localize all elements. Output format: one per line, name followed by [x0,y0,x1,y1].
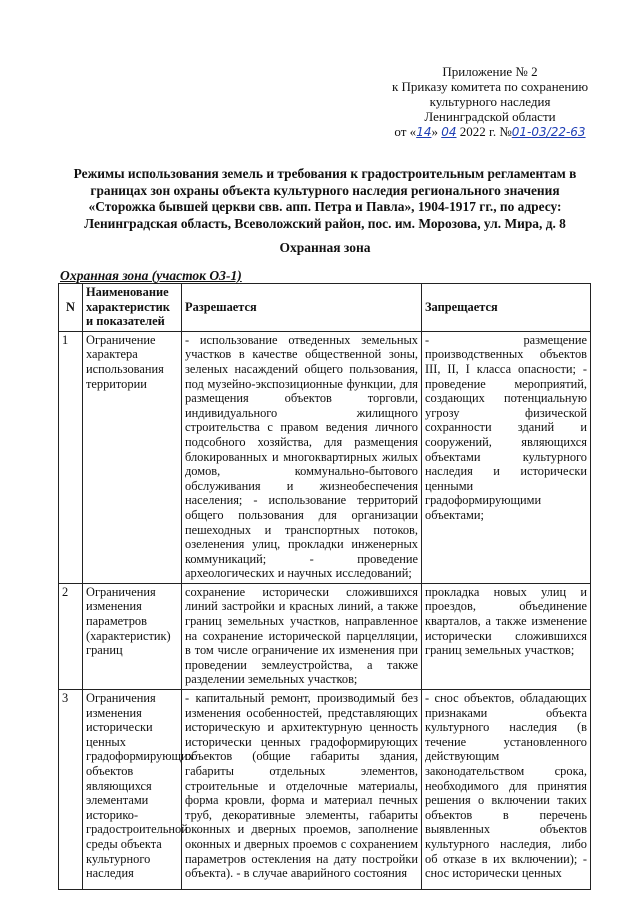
order-quote-close: » [431,124,438,139]
order-year-suffix: 2022 г. № [459,124,512,139]
row-1-n: 1 [59,331,83,583]
appendix-line-3: культурного наследия [429,94,551,109]
header-allowed: Разрешается [182,284,422,332]
row-3-name: Ограничения изменения исторически ценных градоформирующих объектов являющихся элементами историко-градостроительной среды объекта культурного наследия [83,690,182,890]
order-number-handwritten: 01-03/22-63 [511,125,586,139]
appendix-line-2: к Приказу комитета по сохранению [391,79,589,94]
appendix-block [360,64,620,140]
row-3-allowed: - капитальный ремонт, производимый без изменения особенностей, представляющих историческую и архитектурную ценность исторически ценных градоформирующих объектов (общие габариты здания, габариты отдельных элементов, строительные и отделочные материалы, форма кровли, форма и материал печных труб, декоративные элементы, габариты оконных и дверных проемов, заполнение оконных и дверных проемов с сохранением параметров остекления на дату постройки объекта). - в случае аварийного состояния [182,690,422,890]
row-3-forbidden: - снос объектов, обладающих признаками объекта культурного наследия (в течение установленного действующим законодательством срока, необходимого для принятия решения о включении таких объектов в перечень выявленных объектов культурного наследия, либо об отказе в их включении); - снос исторически ценных [422,690,591,890]
header-n: N [59,284,83,332]
document-title: Режимы использования земель и требования к градостроительным регламентам в границах зон охраны объекта культурного наследия регионального значения «Сторожка бывшей церкви свв. апп. Петра и Павла», 1904-1917 гг., по адресу: Ленинградская область, Всеволожский район, пос. им. Морозова, ул. Мира, д. 8 [73,166,577,231]
table-row [59,690,591,890]
row-2-forbidden: прокладка новых улиц и проездов, объединение кварталов, а также изменение исторически сложившихся границ земельных участков; [422,583,591,689]
table-row [59,583,591,689]
row-3-n: 3 [59,690,83,890]
order-day-handwritten: 14 [416,125,432,139]
header-forbidden: Запрещается [422,284,591,332]
row-1-forbidden: - размещение производственных объектов III, II, I класса опасности; - проведение мероприятий, создающих потенциальную угрозу физической сохранности зданий и сооружений, являющихся объектами культурного наследия и исторически ценными градоформирующими объектами; [422,331,591,583]
order-from-prefix: от « [394,124,417,139]
row-1-name: Ограничение характера использования территории [83,331,182,583]
row-2-name: Ограничения изменения параметров (характеристик) границ [83,583,182,689]
appendix-line-1: Приложение № 2 [442,64,538,79]
order-date-number [360,124,620,140]
row-1-allowed: - использование отведенных земельных участков в качестве общественной зоны, зеленых насаждений общего пользования, под музейно-экспозиционные функции, для размещения объектов торговли, индивидуального жилищного строительства с правом ведения личного подсобного хозяйства, для размещения блокированных и многоквартирных жилых домов, коммунально-бытового обслуживания и жизнеобеспечения населения; - использование территорий общего пользования для организации пешеходных и транспортных потоков, озеленения улиц, прокладки инженерных коммуникаций; - проведение археологических и научных исследований; [182,331,422,583]
order-month-handwritten: 04 [441,125,457,139]
header-name: Наименование характеристик и показателей [83,284,182,332]
row-2-allowed: сохранение исторически сложившихся линий застройки и красных линий, а также границ земельных участков, направленное на сохранение исторической парцелляции, в том числе ограничение их изменения при проведении землеустройства, а также разделении земельных участков; [182,583,422,689]
regulations-table [58,283,591,890]
zone-subtitle: Охранная зона (участок ОЗ-1) [60,268,242,283]
appendix-line-4: Ленинградской области [424,109,556,124]
row-2-n: 2 [59,583,83,689]
table-header-row [59,284,591,332]
zone-heading: Охранная зона [279,240,371,255]
table-row [59,331,591,583]
